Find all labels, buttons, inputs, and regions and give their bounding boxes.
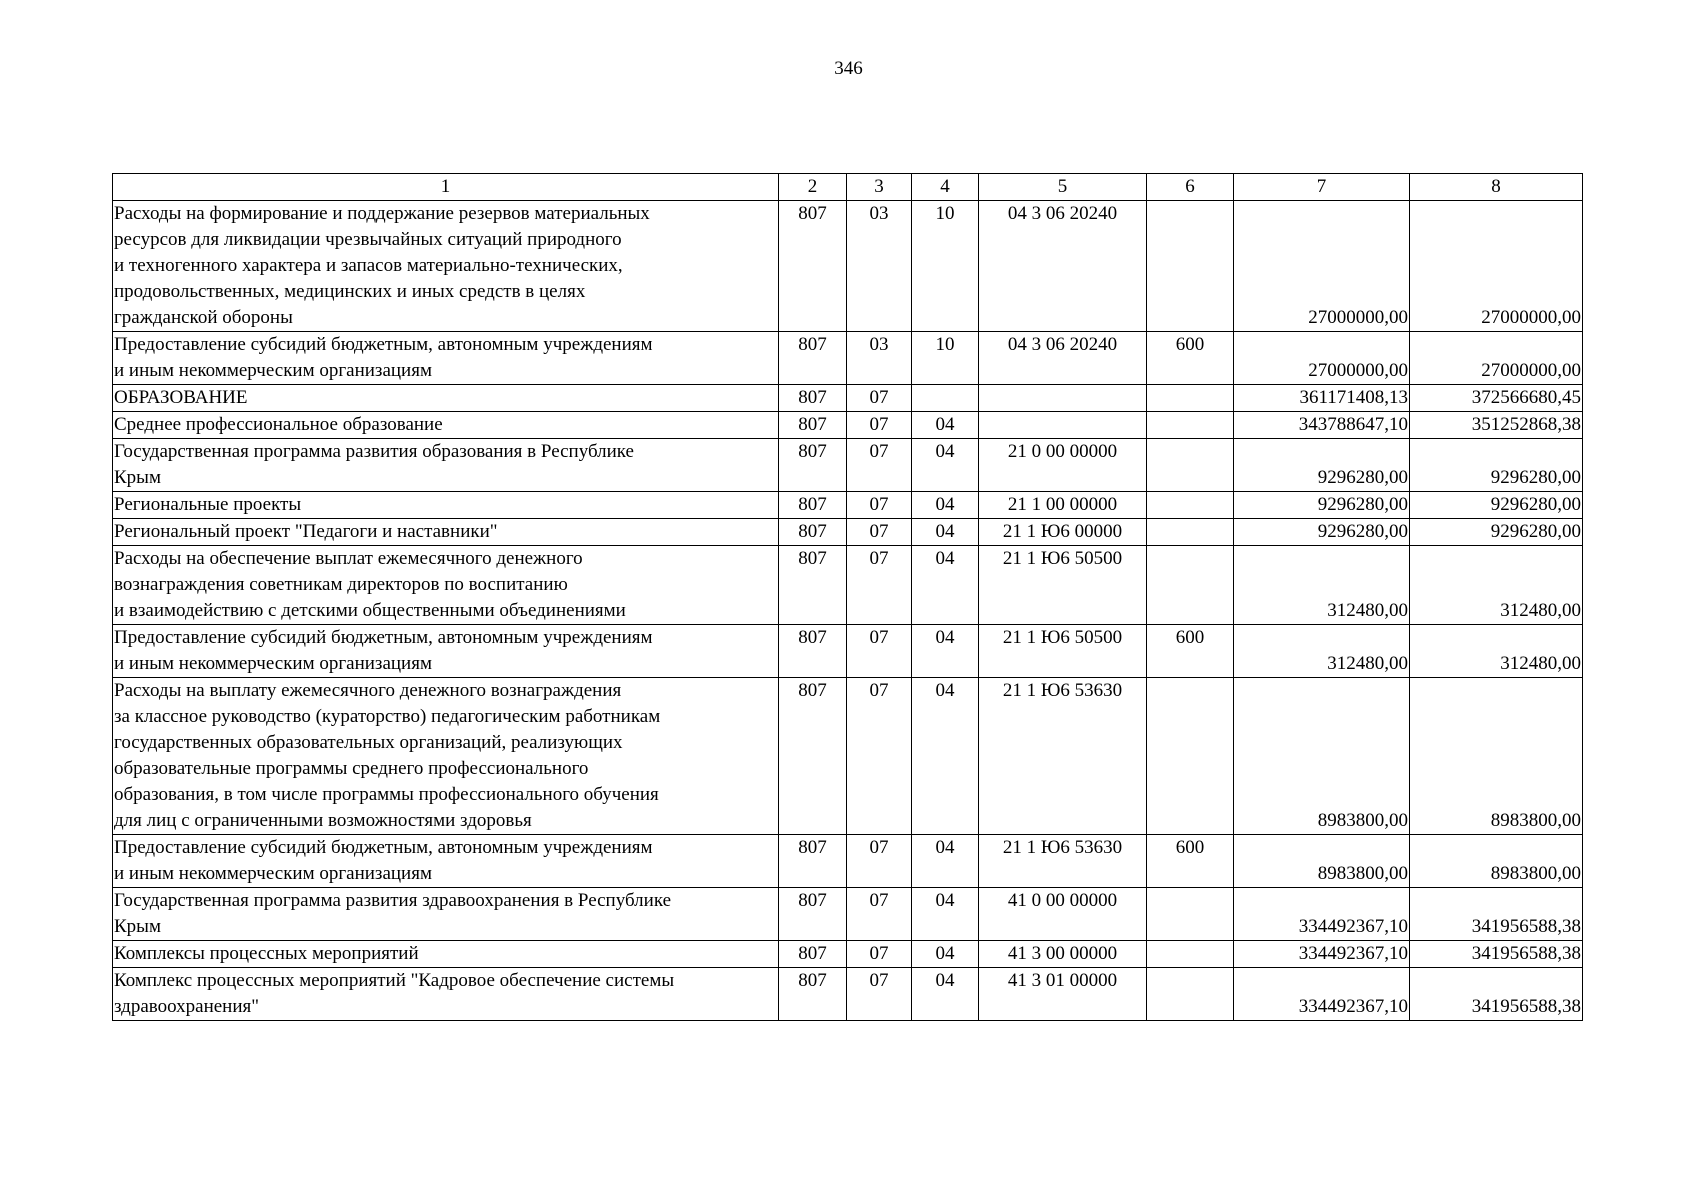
section-code-cell: 07 (847, 412, 912, 439)
item-name-cell: Комплексы процессных мероприятий (113, 941, 779, 968)
subsection-code-cell: 04 (912, 888, 979, 941)
subsection-code-cell: 04 (912, 519, 979, 546)
table-row (113, 625, 1583, 678)
subsection-code-cell: 04 (912, 941, 979, 968)
amount-col8-cell: 9296280,00 (1410, 519, 1583, 546)
table-row (113, 968, 1583, 1021)
subsection-code-cell: 04 (912, 546, 979, 625)
target-article-cell: 21 1 Ю6 00000 (979, 519, 1147, 546)
column-header: 5 (979, 174, 1147, 201)
amount-col8-cell: 9296280,00 (1410, 439, 1583, 492)
subsection-code-cell: 04 (912, 835, 979, 888)
expense-type-cell: 600 (1147, 625, 1234, 678)
amount-col7-cell: 9296280,00 (1234, 492, 1410, 519)
ministry-code-cell: 807 (779, 941, 847, 968)
amount-col8-cell: 351252868,38 (1410, 412, 1583, 439)
target-article-cell: 21 1 Ю6 50500 (979, 625, 1147, 678)
column-header: 6 (1147, 174, 1234, 201)
amount-col7-cell: 343788647,10 (1234, 412, 1410, 439)
amount-col7-cell: 9296280,00 (1234, 519, 1410, 546)
item-name-cell: Предоставление субсидий бюджетным, автономным учреждениям и иным некоммерческим организациям (113, 835, 779, 888)
section-code-cell: 07 (847, 888, 912, 941)
subsection-code-cell: 04 (912, 625, 979, 678)
section-code-cell: 07 (847, 546, 912, 625)
section-code-cell: 03 (847, 201, 912, 332)
expense-type-cell (1147, 888, 1234, 941)
expense-type-cell (1147, 519, 1234, 546)
ministry-code-cell: 807 (779, 888, 847, 941)
amount-col8-cell: 312480,00 (1410, 546, 1583, 625)
amount-col7-cell: 334492367,10 (1234, 941, 1410, 968)
amount-col7-cell: 27000000,00 (1234, 332, 1410, 385)
subsection-code-cell: 04 (912, 492, 979, 519)
ministry-code-cell: 807 (779, 625, 847, 678)
subsection-code-cell: 04 (912, 678, 979, 835)
table-header-row (113, 174, 1583, 201)
amount-col7-cell: 361171408,13 (1234, 385, 1410, 412)
amount-col7-cell: 334492367,10 (1234, 968, 1410, 1021)
ministry-code-cell: 807 (779, 385, 847, 412)
subsection-code-cell (912, 385, 979, 412)
table-body (113, 201, 1583, 1021)
amount-col8-cell: 9296280,00 (1410, 492, 1583, 519)
amount-col8-cell: 341956588,38 (1410, 941, 1583, 968)
amount-col8-cell: 8983800,00 (1410, 678, 1583, 835)
ministry-code-cell: 807 (779, 439, 847, 492)
subsection-code-cell: 10 (912, 201, 979, 332)
section-code-cell: 07 (847, 968, 912, 1021)
amount-col8-cell: 8983800,00 (1410, 835, 1583, 888)
section-code-cell: 07 (847, 941, 912, 968)
target-article-cell: 21 1 Ю6 50500 (979, 546, 1147, 625)
column-header: 3 (847, 174, 912, 201)
item-name-cell: Расходы на формирование и поддержание резервов материальных ресурсов для ликвидации чрезвычайных ситуаций природного и техногенного характера и запасов материально-технических, продовольственных, медицинских и иных средств в целях гражданской обороны (113, 201, 779, 332)
item-name-cell: Предоставление субсидий бюджетным, автономным учреждениям и иным некоммерческим организациям (113, 332, 779, 385)
table-row (113, 678, 1583, 835)
amount-col7-cell: 8983800,00 (1234, 835, 1410, 888)
expense-type-cell: 600 (1147, 835, 1234, 888)
item-name-cell: Региональный проект "Педагоги и наставники" (113, 519, 779, 546)
table-row (113, 546, 1583, 625)
item-name-cell: Предоставление субсидий бюджетным, автономным учреждениям и иным некоммерческим организациям (113, 625, 779, 678)
target-article-cell: 21 1 Ю6 53630 (979, 835, 1147, 888)
amount-col8-cell: 372566680,45 (1410, 385, 1583, 412)
target-article-cell: 41 0 00 00000 (979, 888, 1147, 941)
expense-type-cell (1147, 678, 1234, 835)
table-row (113, 201, 1583, 332)
target-article-cell: 41 3 00 00000 (979, 941, 1147, 968)
amount-col8-cell: 27000000,00 (1410, 332, 1583, 385)
table-row (113, 941, 1583, 968)
item-name-cell: Государственная программа развития здравоохранения в Республике Крым (113, 888, 779, 941)
target-article-cell: 04 3 06 20240 (979, 332, 1147, 385)
expense-type-cell (1147, 546, 1234, 625)
expense-type-cell (1147, 201, 1234, 332)
target-article-cell: 04 3 06 20240 (979, 201, 1147, 332)
section-code-cell: 07 (847, 439, 912, 492)
item-name-cell: Региональные проекты (113, 492, 779, 519)
table-row (113, 519, 1583, 546)
target-article-cell: 41 3 01 00000 (979, 968, 1147, 1021)
section-code-cell: 07 (847, 835, 912, 888)
expense-type-cell (1147, 412, 1234, 439)
item-name-cell: Расходы на обеспечение выплат ежемесячного денежного вознаграждения советникам директоров по воспитанию и взаимодействию с детскими общественными объединениями (113, 546, 779, 625)
amount-col8-cell: 312480,00 (1410, 625, 1583, 678)
section-code-cell: 07 (847, 678, 912, 835)
section-code-cell: 07 (847, 492, 912, 519)
ministry-code-cell: 807 (779, 492, 847, 519)
target-article-cell (979, 412, 1147, 439)
target-article-cell: 21 1 00 00000 (979, 492, 1147, 519)
ministry-code-cell: 807 (779, 546, 847, 625)
subsection-code-cell: 04 (912, 412, 979, 439)
expense-type-cell (1147, 941, 1234, 968)
item-name-cell: ОБРАЗОВАНИЕ (113, 385, 779, 412)
amount-col8-cell: 27000000,00 (1410, 201, 1583, 332)
ministry-code-cell: 807 (779, 201, 847, 332)
target-article-cell: 21 1 Ю6 53630 (979, 678, 1147, 835)
item-name-cell: Комплекс процессных мероприятий "Кадровое обеспечение системы здравоохранения" (113, 968, 779, 1021)
section-code-cell: 07 (847, 519, 912, 546)
table-row (113, 492, 1583, 519)
target-article-cell: 21 0 00 00000 (979, 439, 1147, 492)
table-row (113, 835, 1583, 888)
table-row (113, 439, 1583, 492)
subsection-code-cell: 04 (912, 968, 979, 1021)
subsection-code-cell: 04 (912, 439, 979, 492)
item-name-cell: Государственная программа развития образования в Республике Крым (113, 439, 779, 492)
amount-col7-cell: 8983800,00 (1234, 678, 1410, 835)
amount-col7-cell: 312480,00 (1234, 625, 1410, 678)
section-code-cell: 03 (847, 332, 912, 385)
amount-col8-cell: 341956588,38 (1410, 888, 1583, 941)
column-header: 4 (912, 174, 979, 201)
ministry-code-cell: 807 (779, 835, 847, 888)
table-row (113, 332, 1583, 385)
table-row (113, 412, 1583, 439)
subsection-code-cell: 10 (912, 332, 979, 385)
ministry-code-cell: 807 (779, 332, 847, 385)
target-article-cell (979, 385, 1147, 412)
item-name-cell: Расходы на выплату ежемесячного денежного вознаграждения за классное руководство (кураторство) педагогическим работникам государственных образовательных организаций, реализующих образовательные программы среднего профессионального образования, в том числе программы профессионального обучения для лиц с ограниченными возможностями здоровья (113, 678, 779, 835)
section-code-cell: 07 (847, 385, 912, 412)
expense-type-cell (1147, 968, 1234, 1021)
item-name-cell: Среднее профессиональное образование (113, 412, 779, 439)
ministry-code-cell: 807 (779, 678, 847, 835)
ministry-code-cell: 807 (779, 968, 847, 1021)
amount-col8-cell: 341956588,38 (1410, 968, 1583, 1021)
column-header: 1 (113, 174, 779, 201)
amount-col7-cell: 27000000,00 (1234, 201, 1410, 332)
column-header: 8 (1410, 174, 1583, 201)
expense-type-cell (1147, 439, 1234, 492)
ministry-code-cell: 807 (779, 412, 847, 439)
ministry-code-cell: 807 (779, 519, 847, 546)
column-header: 2 (779, 174, 847, 201)
expense-type-cell (1147, 492, 1234, 519)
table-row (113, 888, 1583, 941)
expense-type-cell: 600 (1147, 332, 1234, 385)
table-row (113, 385, 1583, 412)
column-header: 7 (1234, 174, 1410, 201)
section-code-cell: 07 (847, 625, 912, 678)
amount-col7-cell: 312480,00 (1234, 546, 1410, 625)
expense-type-cell (1147, 385, 1234, 412)
budget-table (112, 173, 1583, 1021)
page-number: 346 (834, 58, 863, 79)
amount-col7-cell: 9296280,00 (1234, 439, 1410, 492)
amount-col7-cell: 334492367,10 (1234, 888, 1410, 941)
